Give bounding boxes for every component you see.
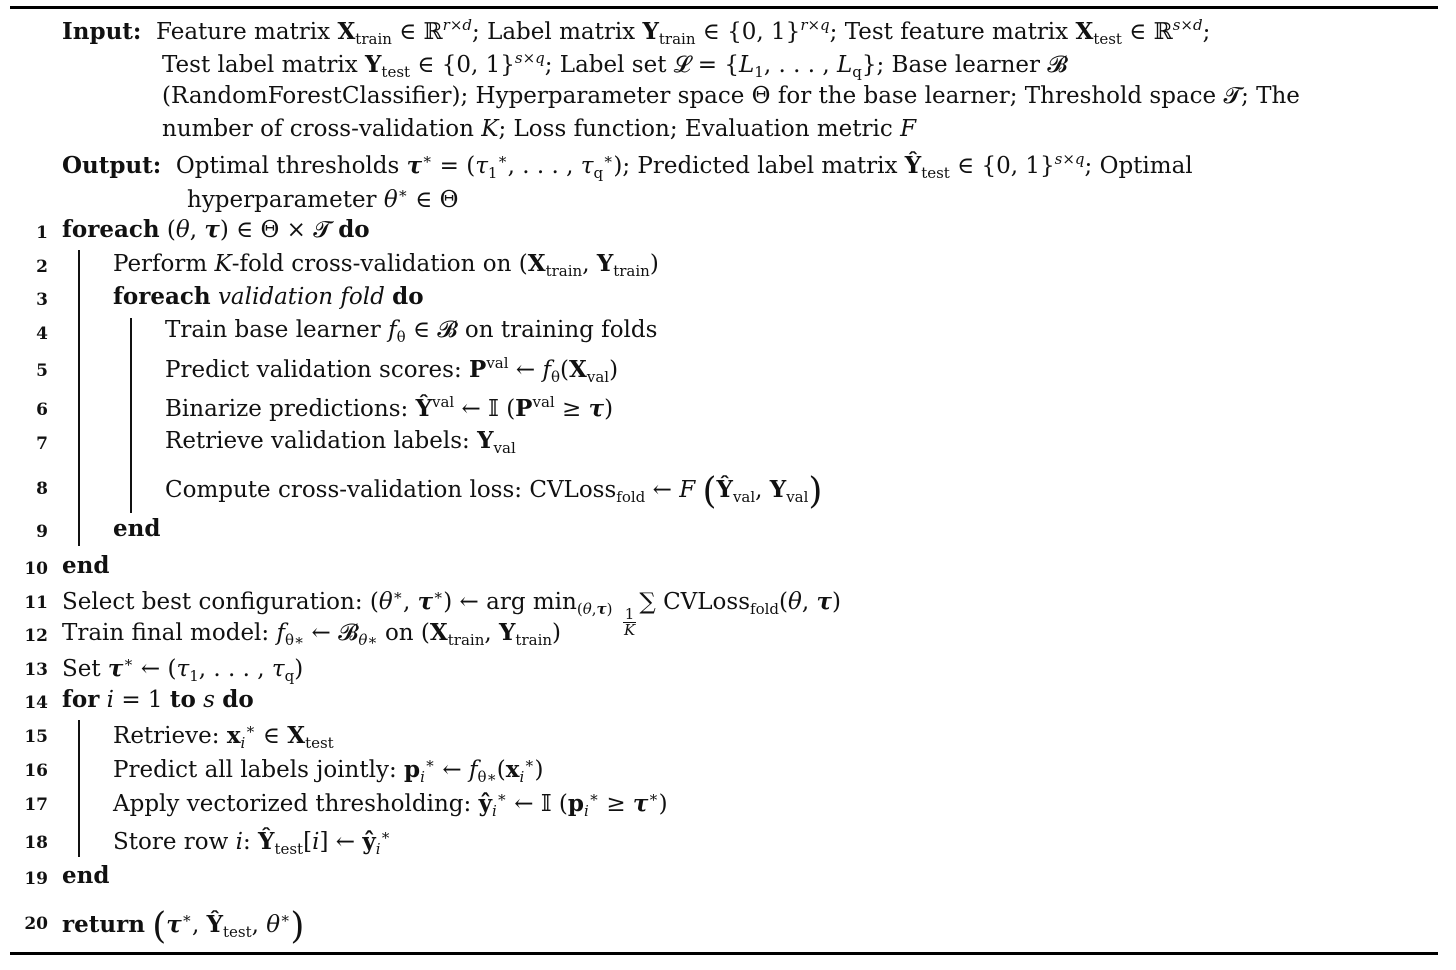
algo-line-12: Train final model: $f_{\theta∗}$ ← 𝓑$_{\theta∗}$ on ($X_{train}$, $Y_{train}$)	[62, 619, 562, 649]
algo-line-4: Train base learner $f_\theta$ ∈ 𝓑 on training folds	[165, 317, 658, 346]
top-rule	[10, 6, 1438, 9]
line-number: 8	[36, 479, 48, 499]
scope-line-inner-loop	[130, 318, 132, 513]
line-number: 20	[24, 914, 48, 934]
line-number: 16	[24, 761, 48, 781]
algo-line-11: Select best configuration: (θ∗, τ∗) ← arg $\min_{(\theta,\tau)}$ $\frac{1}{K}$ ∑ CVLoss$_{fold}$(θ, τ)	[62, 586, 841, 639]
line-number: 13	[24, 660, 48, 680]
algo-line-19: end	[62, 862, 110, 889]
algo-line-9: end	[113, 515, 161, 542]
output-line-1: Output: Optimal thresholds $\tau^∗ = (\tau_1^∗$, . . . , $\tau_q^∗$); Predicted label matrix $Ŷ_{test}$ ∈ {0, 1}$^{s\times q}$; Optimal	[62, 150, 1193, 182]
line-number: 2	[36, 257, 48, 277]
algo-line-13: Set τ∗ ← ($\tau_1$, . . . , $\tau_q$)	[62, 653, 304, 685]
line-number: 5	[36, 361, 48, 381]
line-number: 1	[36, 223, 48, 243]
algo-line-8: Compute cross-validation loss: CVLoss$_{fold}$ ← F ($Ŷ_{val}$, $Y_{val}$)	[165, 471, 823, 512]
line-number: 19	[24, 869, 48, 889]
algo-line-15: Retrieve: $x_i^∗$ ∈ $X_{test}$	[113, 720, 334, 752]
line-number: 6	[36, 400, 48, 420]
algo-line-1: foreach (θ, τ) ∈ Θ × 𝓣 do	[62, 216, 370, 243]
input-line-2: Test label matrix $Y_{test}$ ∈ {0, 1}$^{s\times q}$; Label set 𝓛 = {$L_1$, . . . , $L_q$}; Base learner 𝓑	[162, 49, 1068, 81]
bottom-rule	[10, 952, 1438, 955]
line-number: 11	[24, 593, 48, 613]
output-label: Output:	[62, 152, 162, 179]
line-number: 15	[24, 727, 48, 747]
algo-line-17: Apply vectorized thresholding: $ŷ_i^∗$ ← 𝕀 $(p_i^∗ \ge \tau^∗)$	[113, 788, 668, 820]
input-line-4: number of cross-validation K; Loss function; Evaluation metric F	[162, 116, 917, 142]
line-number: 4	[36, 324, 48, 344]
line-number: 14	[24, 693, 48, 713]
line-number: 17	[24, 795, 48, 815]
algo-line-14: for i = 1 to s do	[62, 686, 254, 713]
algo-line-3: foreach validation fold do	[113, 283, 424, 310]
line-number: 7	[36, 434, 48, 454]
algo-line-6: Binarize predictions: $Ŷ^{val}$ ← 𝕀 $(P^{val} \ge \tau)$	[165, 393, 614, 422]
algo-line-2: Perform K-fold cross-validation on ($X_{train}$, $Y_{train}$)	[113, 250, 659, 280]
line-number: 18	[24, 833, 48, 853]
output-line-2: hyperparameter θ∗ ∈ Θ	[187, 184, 459, 213]
input-line-3: (RandomForestClassifier); Hyperparameter space Θ for the base learner; Threshold space 𝓣; The	[162, 83, 1300, 109]
line-number: 3	[36, 290, 48, 310]
scope-line-test-loop	[78, 720, 80, 857]
line-number: 10	[24, 559, 48, 579]
scope-line-outer-loop	[78, 250, 80, 546]
line-number: 9	[36, 522, 48, 542]
input-label: Input:	[62, 18, 142, 45]
algo-line-10: end	[62, 552, 110, 579]
algo-line-7: Retrieve validation labels: $Y_{val}$	[165, 427, 516, 457]
input-line-1: Input: Feature matrix $X_{train}$ ∈ ℝ$^{r\times d}$; Label matrix $Y_{train}$ ∈ {0, 1}$^{r\times q}$; Test feature matrix $X_{test}$ ∈ ℝ$^{s\times d}$;	[62, 16, 1211, 48]
algo-line-20: return (τ∗, $Ŷ_{test}$, θ∗)	[62, 906, 305, 947]
algo-line-16: Predict all labels jointly: $p_i^∗$ ← $f_{\theta∗}(x_i^∗)$	[113, 754, 544, 786]
line-number: 12	[24, 626, 48, 646]
algo-line-5: Predict validation scores: $P^{val}$ ← $f_\theta(X_{val})$	[165, 354, 619, 386]
algo-line-18: Store row i: $Ŷ_{test}[i]$ ← $ŷ_i^∗$	[113, 826, 391, 858]
